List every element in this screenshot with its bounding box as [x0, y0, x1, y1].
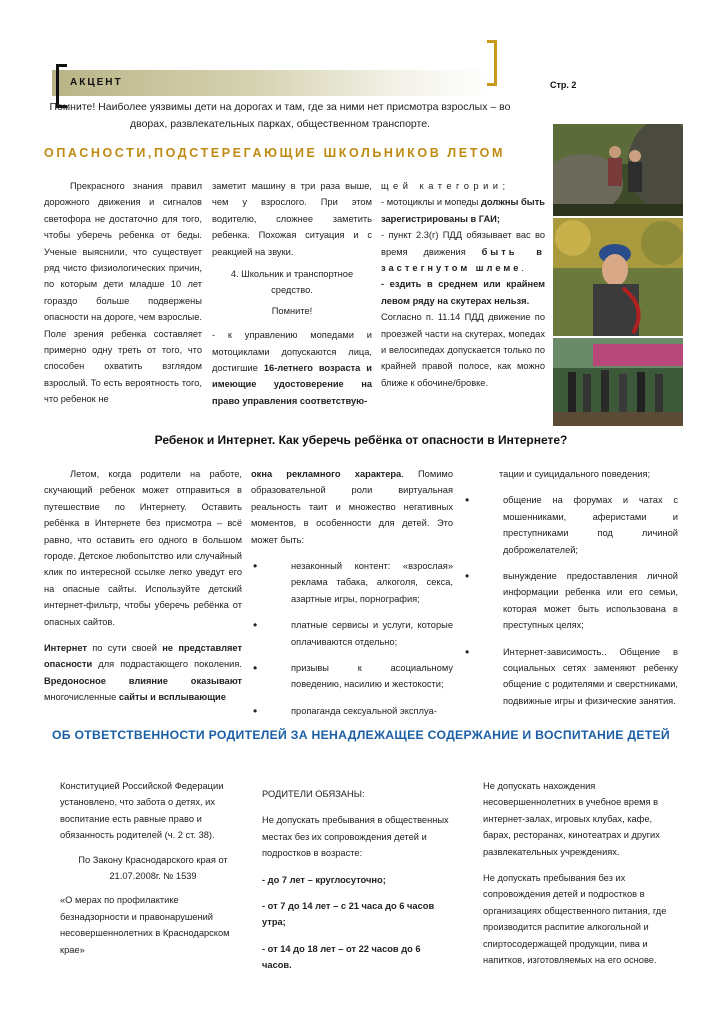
section1-col3-category: щей категории; — [381, 181, 510, 191]
intro-text: Помните! Наиболее уязвимы дети на дорогах и там, где за ними нет присмотра взрослых – во дворах, развлекательных парках, общественном транспорте. — [49, 101, 511, 130]
section3-col1-law: По Закону Краснодарского края от 21.07.2008г. № 1539 — [78, 854, 228, 882]
list-item: • общение на форумах и чатах с мошенниками, аферистами и преступниками под личиной доброжелателей; — [463, 492, 678, 558]
photo-child-climbing-helmet — [553, 218, 683, 336]
photo-children-forest-rocks — [553, 124, 683, 216]
section1-col2-rule — [212, 327, 372, 409]
helmet-period: . — [521, 263, 525, 274]
section3-column-2 — [262, 786, 452, 974]
section2-title: Ребенок и Интернет. Как уберечь ребёнка от опасности в Интернете? — [154, 433, 568, 447]
section2-col3-top: тации и суицидального поведения; — [499, 469, 651, 479]
page-number: Стр. 2 — [550, 80, 577, 90]
internet-bold-3: Вредоносное влияние оказывают — [44, 675, 242, 686]
section3-column-3 — [483, 778, 679, 968]
list-item: • вынуждение предоставления личной информации ребенка или его семьи, которая может быть использована в преступных целях; — [463, 568, 678, 634]
ads-text: . Помимо образовательной роли виртуальная реальность таит и множество негативных моментов, в особенности для детей. Это может быть: — [251, 469, 453, 545]
section3-col3-paragraph-1: Не допускать нахождения несовершеннолетних в учебное время в интернет-залах, игровых клубах, кафе, барах, ресторанах, кинотеатрах и других развлекательных учреждениях. — [483, 781, 660, 857]
section2-col3-bullet-list — [463, 492, 678, 709]
section-label: АКЦЕНТ — [70, 77, 123, 88]
section1-column-1 — [44, 178, 202, 408]
internet-bold: Интернет — [44, 643, 87, 654]
section1-column-3 — [381, 178, 545, 391]
internet-text-3: многочисленные — [44, 692, 119, 703]
section1-col2-paragraph: заметит машину в три раза выше, чем у взрослого. При этом водителю, сложнее заметить ребенка. Похожая ситуация и с реакцией на звуки. — [212, 181, 372, 257]
list-item: • пропаганда сексуальной эксплуа- — [251, 703, 453, 719]
section2-column-3 — [463, 466, 678, 719]
list-item: • призывы к асоциальному поведению, насилию и жестокости; — [251, 660, 453, 693]
list-item: • платные сервисы и услуги, которые оплачиваются отдельно; — [251, 617, 453, 650]
list-item: • незаконный контент: «взрослая» реклама табака, алкоголя, секса, азартные игры, порнография; — [251, 558, 453, 607]
rule-bold-text: 16-летнего возраста и имеющие удостоверение на право управления соответствую- — [212, 363, 372, 406]
registration-bold: должны быть зарегистрированы в ГАИ; — [381, 197, 545, 224]
section1-column-2 — [212, 178, 372, 409]
section2-col2-bullet-list — [251, 558, 453, 719]
list-item: • Интернет-зависимость.. Общение в социальных сетях заменяют ребенку общение с родителями и сверстниками, подвижные игры и физические занятия. — [463, 644, 678, 710]
section3-column-1 — [60, 778, 246, 958]
photo-group-of-children — [553, 338, 683, 426]
section3-col1-law-title: «О мерах по профилактике безнадзорности и правонарушений несовершеннолетних в Краснодарском крае» — [60, 895, 230, 955]
section1-col3-rule: Согласно п. 11.14 ПДД движение по проезжей части на скутерах, мопедах и велосипедах допускается только по крайней правой полосе, как можно ближе к обочине/бровке. — [381, 312, 545, 388]
section1-col3-lanes: - ездить в среднем или крайнем левом ряду на скутерах нельзя. — [381, 279, 545, 306]
internet-bold-2: не представляет опасности — [44, 643, 242, 670]
registration-text: - мотоциклы и мопеды — [381, 197, 481, 208]
helmet-bold: быть в застегнутом шлеме — [381, 246, 545, 274]
ads-bold: окна рекламного характера — [251, 469, 402, 479]
section1-col1-text: Прекрасного знания правил дорожного движения и сигналов светофора не достаточно для того, чтобы уберечь ребенка от беды. Ученые выяснили, что существует ряд чисто физиологических причин, по которым дети младше 10 лет гораздо больше подвержены опасности на дороге, чем взрослые. Поле зрения ребенка составляет примерно одну треть от того, что способен охватить взглядом взрослый. То есть вероятность того, что ребенок не — [44, 181, 202, 405]
section2-col1-internet — [44, 640, 242, 706]
section2-col2-paragraph — [251, 466, 453, 548]
internet-text-2: для подрастающего поколения. — [92, 659, 242, 670]
section2-column-1 — [44, 466, 242, 706]
section1-col2-item-heading: 4. Школьник и транспортное средство. — [230, 269, 354, 296]
internet-text-1: по сути своей — [86, 643, 163, 654]
section3-col2-paragraph: Не допускать пребывания в общественных местах без их сопровождения детей и подростков в возрасте: — [262, 815, 449, 859]
section1-col3-helmet — [381, 227, 545, 276]
section1-col2-remember: Помните! — [271, 305, 313, 316]
section1-title: ОПАСНОСТИ,ПОДСТЕРЕГАЮЩИЕ ШКОЛЬНИКОВ ЛЕТОМ — [44, 146, 505, 160]
section2-column-2 — [251, 466, 453, 729]
section2-col1-paragraph: Летом, когда родители на работе, скучающий ребенок может отправиться в путешествие по Интернету. Оставить ребёнка в Интернете без присмотра – всё равно, что оставить его одного в большом городе. Детское любопытство или случайный клик по интересной ссылке легко уведут его на опасные сайты. Используйте детский интернет-фильтр, чтобы уберечь ребёнка от опасных сайтов. — [44, 469, 242, 627]
internet-bold-4: сайты и всплывающие — [118, 692, 226, 703]
helmet-text: - пункт 2.3(г) ПДД обязывает вас во время движения — [381, 230, 545, 257]
section1-col3-registration — [381, 194, 545, 227]
section3-title: ОБ ОТВЕТСТВЕННОСТИ РОДИТЕЛЕЙ ЗА НЕНАДЛЕЖАЩЕЕ СОДЕРЖАНИЕ И ВОСПИТАНИЕ ДЕТЕЙ — [52, 728, 670, 742]
list-item: - от 7 до 14 лет – с 21 часа до 6 часов утра; — [262, 901, 435, 928]
section3-col1-constitution: Конституцией Российской Федерации установлено, что забота о детях, их воспитание есть равные право и обязанность родителей (ч. 2 ст. 38). — [60, 781, 224, 841]
list-item: - до 7 лет – круглосуточно; — [262, 874, 386, 885]
section3-col2-heading: РОДИТЕЛИ ОБЯЗАНЫ: — [262, 789, 365, 799]
right-bracket-ornament — [487, 40, 497, 86]
section3-col3-paragraph-2: Не допускать пребывания без их сопровождения детей и подростков в организациях общественного питания, где производится распитие алкогольной и спиртосодержащей продукции, пива и напитков, изготовляемых на его основе. — [483, 873, 667, 966]
list-item: - от 14 до 18 лет – от 22 часов до 6 часов. — [262, 943, 421, 971]
rule-text: - к управлению мопедами и мотоциклами допускаются лица, достигшие — [212, 330, 372, 374]
